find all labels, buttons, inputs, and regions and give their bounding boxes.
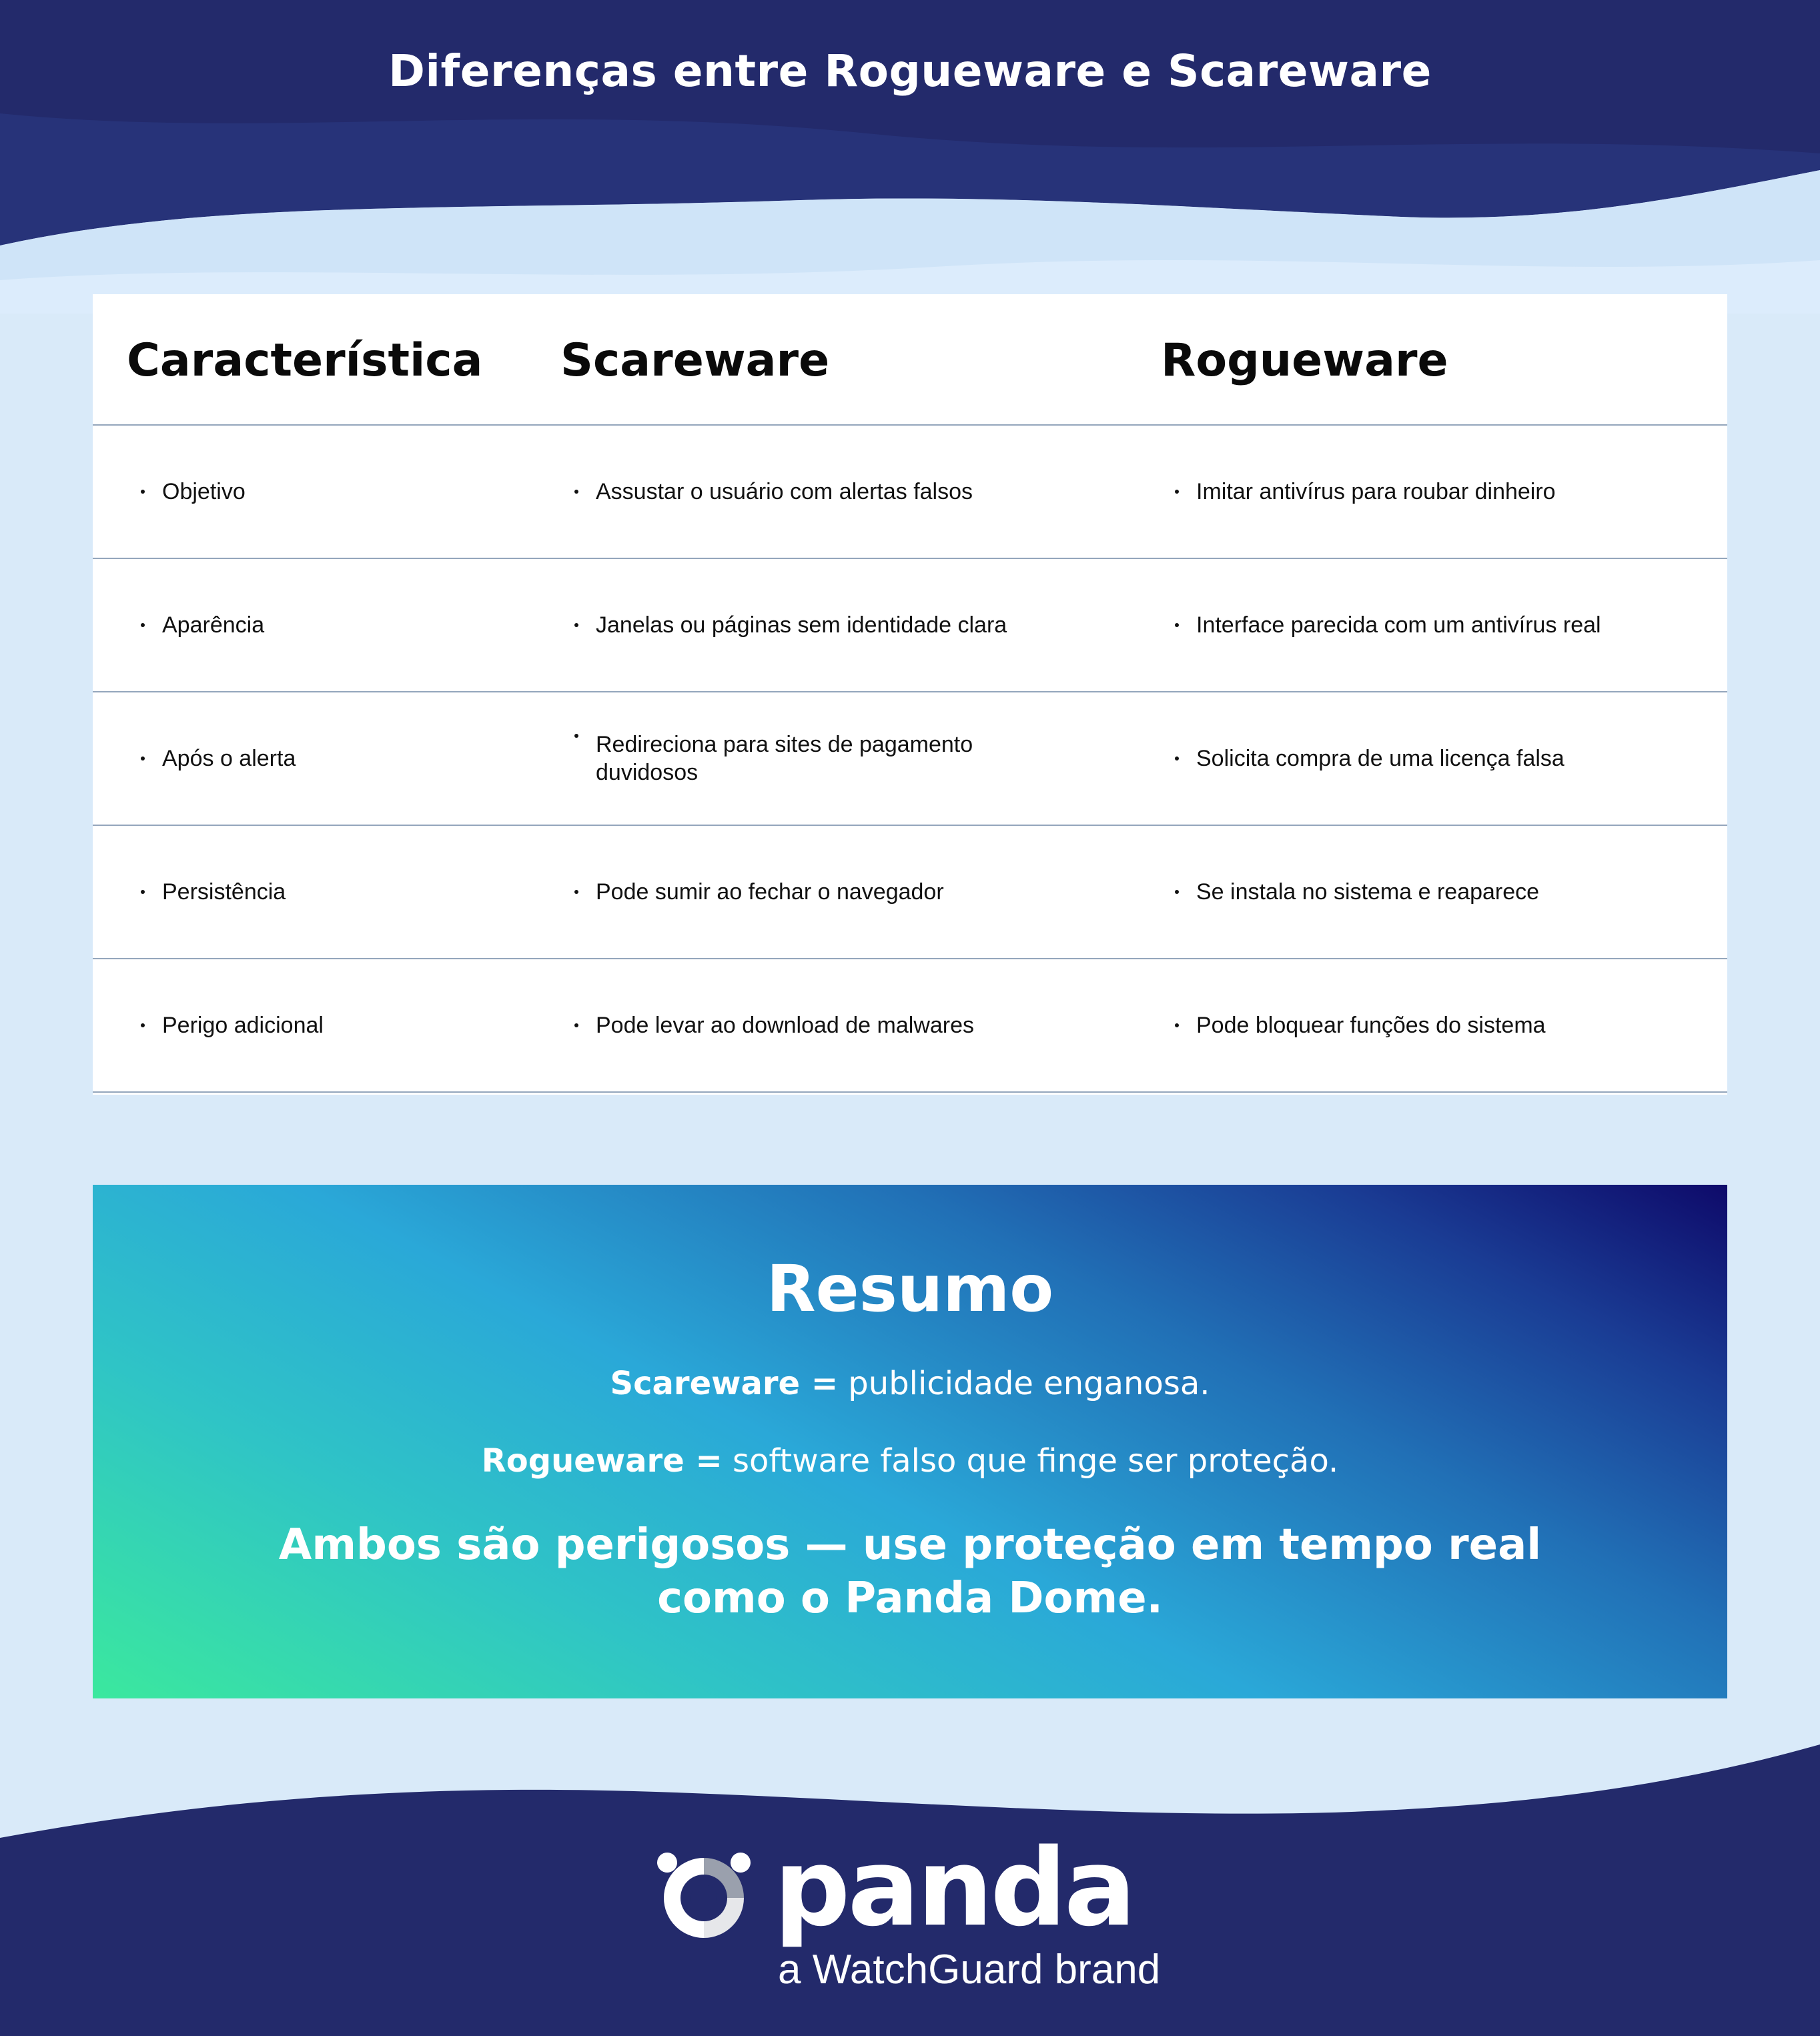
page-title: Diferenças entre Rogueware e Scareware — [388, 45, 1432, 97]
bullet-icon — [574, 734, 578, 738]
table-cell-rogueware: Se instala no sistema e reaparece — [1175, 826, 1702, 958]
table-cell-scareware: Pode levar ao download de malwares — [574, 959, 1128, 1091]
table-cell-rogueware: Interface parecida com um antivírus real — [1175, 559, 1702, 691]
table-cell-feature: Após o alerta — [141, 692, 514, 825]
summary-panel — [93, 1185, 1727, 1698]
bullet-icon — [141, 890, 145, 894]
bullet-icon — [141, 490, 145, 494]
table-cell-rogueware: Pode bloquear funções do sistema — [1175, 959, 1702, 1091]
bullet-icon — [1175, 756, 1179, 760]
column-header-rogueware: Rogueware — [1161, 334, 1448, 387]
summary-scareware-line — [93, 1365, 1727, 1402]
bullet-icon — [141, 623, 145, 627]
table-row — [93, 826, 1727, 959]
summary-rogueware-definition: software falso que finge ser proteção. — [732, 1442, 1339, 1480]
table-cell-feature: Aparência — [141, 559, 514, 691]
table-cell-feature: Perigo adicional — [141, 959, 514, 1091]
table-cell-scareware: Redireciona para sites de pagamento duvidosos — [574, 692, 1041, 825]
bullet-icon — [1175, 623, 1179, 627]
bullet-icon — [141, 1023, 145, 1027]
panda-logo-icon — [654, 1848, 754, 1948]
summary-rogueware-line — [93, 1442, 1727, 1480]
table-cell-scareware: Assustar o usuário com alertas falsos — [574, 426, 1128, 558]
table-cell-scareware: Janelas ou páginas sem identidade clara — [574, 559, 1128, 691]
comparison-table — [93, 294, 1727, 1095]
summary-scareware-definition: publicidade enganosa. — [848, 1365, 1210, 1402]
table-cell-rogueware: Solicita compra de uma licença falsa — [1175, 692, 1702, 825]
table-cell-feature: Persistência — [141, 826, 514, 958]
bullet-icon — [141, 756, 145, 760]
bullet-icon — [1175, 490, 1179, 494]
bullet-icon — [1175, 1023, 1179, 1027]
summary-scareware-term: Scareware = — [610, 1365, 839, 1402]
summary-title: Resumo — [766, 1251, 1054, 1326]
table-row — [93, 959, 1727, 1093]
bullet-icon — [574, 1023, 578, 1027]
table-header-row — [93, 294, 1727, 426]
table-row — [93, 426, 1727, 559]
summary-rogueware-term: Rogueware = — [481, 1442, 723, 1480]
panda-logo-wordmark: panda — [774, 1825, 1133, 1950]
table-row — [93, 692, 1727, 826]
bullet-icon — [574, 490, 578, 494]
column-header-caracteristica: Característica — [127, 334, 483, 387]
column-header-scareware: Scareware — [560, 334, 830, 387]
table-row — [93, 559, 1727, 692]
table-cell-scareware: Pode sumir ao fechar o navegador — [574, 826, 1128, 958]
table-cell-feature: Objetivo — [141, 426, 514, 558]
table-cell-rogueware: Imitar antivírus para roubar dinheiro — [1175, 426, 1702, 558]
bullet-icon — [1175, 890, 1179, 894]
panda-logo — [654, 1825, 1201, 1995]
bullet-icon — [574, 623, 578, 627]
panda-logo-tagline: a WatchGuard brand — [778, 1947, 1161, 1993]
summary-closing-statement: Ambos são perigosos — use proteção em tempo real como o Panda Dome. — [278, 1520, 1542, 1623]
bullet-icon — [574, 890, 578, 894]
